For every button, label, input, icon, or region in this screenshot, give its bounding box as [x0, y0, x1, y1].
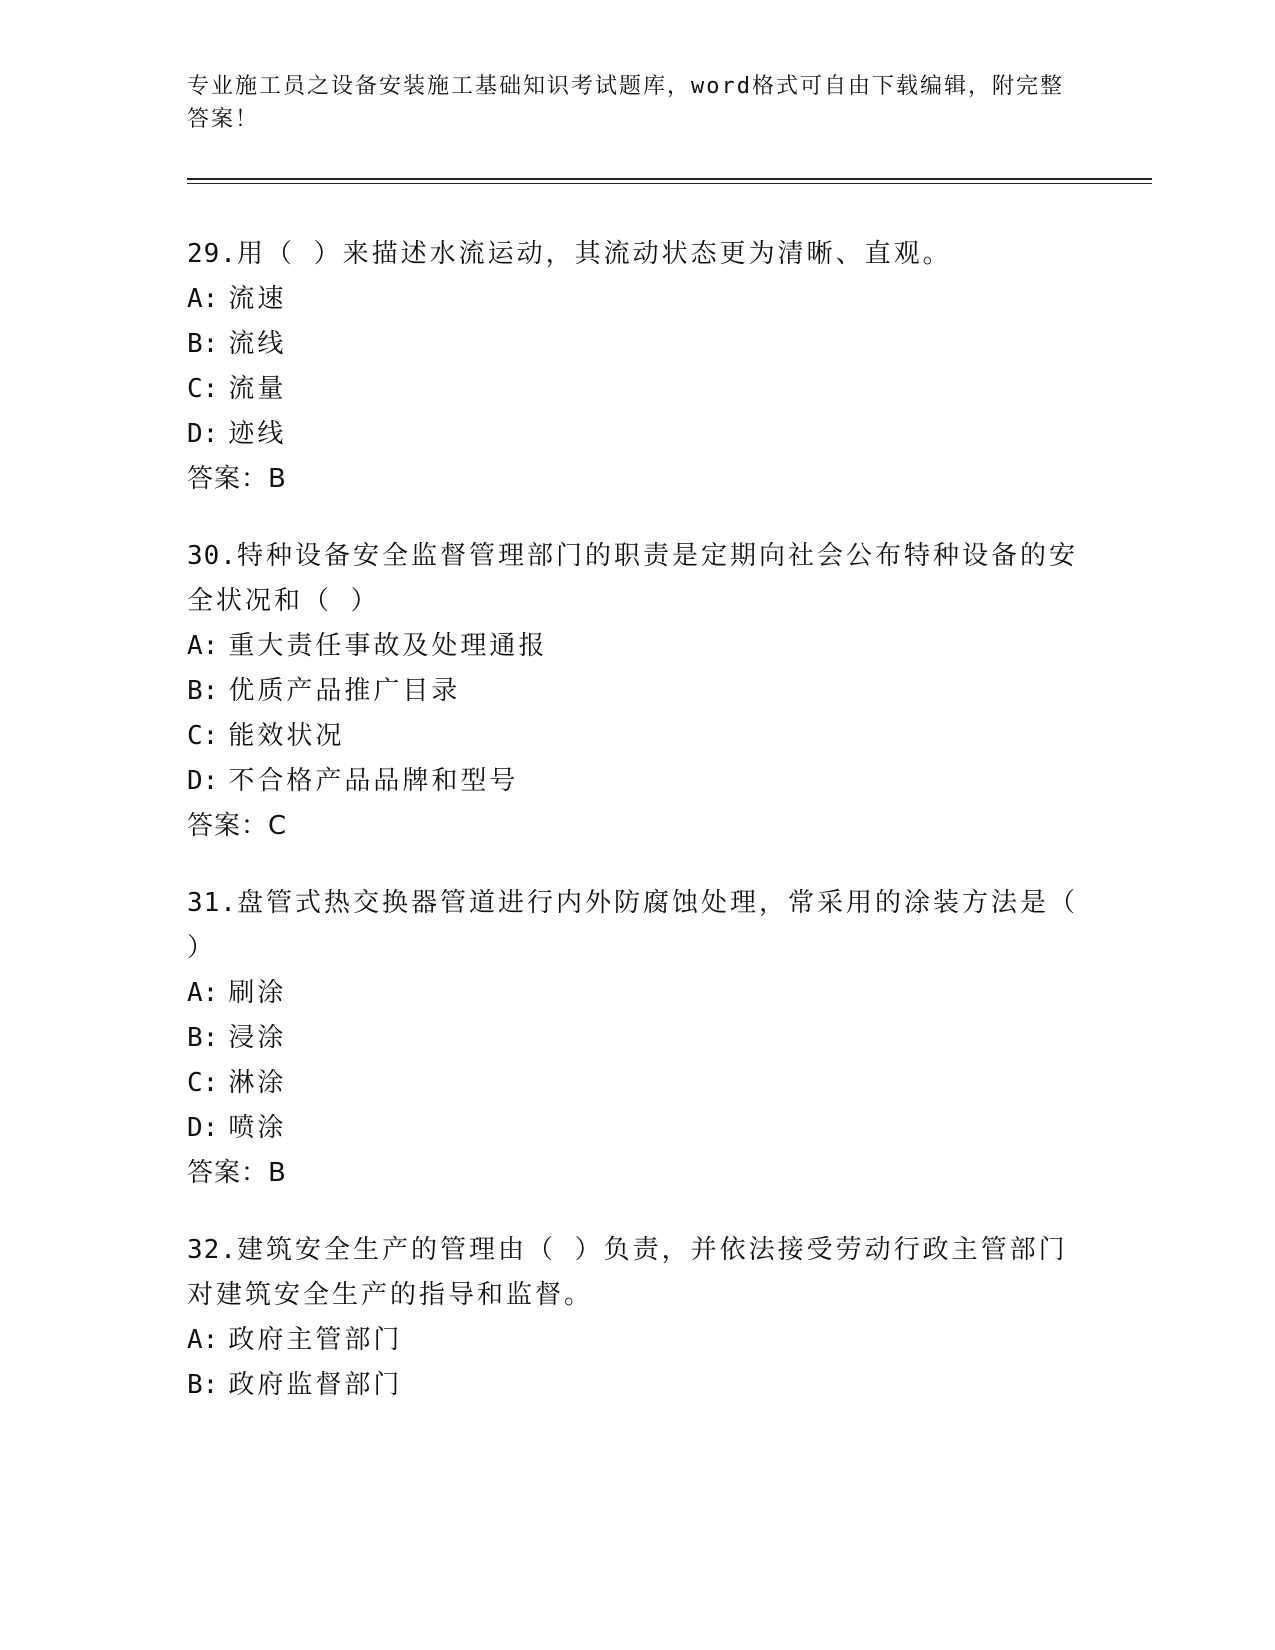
question-stem: 用（ ）来描述水流运动，其流动状态更为清晰、直观。 — [236, 239, 952, 269]
option-text: 优质产品推广目录 — [228, 676, 461, 706]
option-a — [187, 1318, 1087, 1363]
option-b — [187, 1016, 1087, 1061]
option-key: B — [187, 1370, 203, 1400]
option-text: 流线 — [228, 329, 287, 359]
option-d — [187, 412, 1087, 457]
option-separator: : — [202, 631, 219, 661]
option-text: 浸涂 — [228, 1023, 287, 1053]
option-a — [187, 971, 1087, 1016]
option-a — [187, 624, 1087, 669]
option-key: B — [187, 676, 203, 706]
option-key: D — [187, 766, 203, 796]
answer-line: 答案：B — [187, 1158, 287, 1188]
option-key: D — [187, 1113, 203, 1143]
option-text: 流量 — [228, 374, 287, 404]
question-32 — [187, 1228, 1087, 1408]
question-31 — [187, 881, 1087, 1196]
option-text: 迹线 — [228, 419, 287, 449]
question-text — [187, 232, 1087, 277]
question-text — [187, 1228, 1087, 1318]
question-text — [187, 881, 1087, 971]
option-key: B — [187, 1023, 203, 1053]
question-stem: 特种设备安全监督管理部门的职责是定期向社会公布特种设备的安全状况和（ ） — [187, 541, 1078, 616]
question-number: 32. — [187, 1235, 237, 1265]
option-separator: : — [202, 766, 219, 796]
option-text: 流速 — [228, 284, 287, 314]
answer-line: 答案：B — [187, 464, 287, 494]
option-text: 政府监督部门 — [228, 1370, 403, 1400]
option-text: 不合格产品品牌和型号 — [228, 766, 519, 796]
option-b — [187, 322, 1087, 367]
option-d — [187, 759, 1087, 804]
answer-line: 答案：C — [187, 811, 288, 841]
option-key: D — [187, 419, 203, 449]
option-separator: : — [202, 721, 219, 751]
question-30 — [187, 534, 1087, 849]
option-c — [187, 714, 1087, 759]
question-number: 29. — [187, 239, 237, 269]
option-key: A — [187, 1325, 203, 1355]
option-separator: : — [202, 329, 219, 359]
option-key: A — [187, 284, 203, 314]
question-stem: 建筑安全生产的管理由（ ）负责，并依法接受劳动行政主管部门对建筑安全生产的指导和监督。 — [187, 1235, 1068, 1310]
option-separator: : — [202, 1068, 219, 1098]
option-key: C — [187, 721, 203, 751]
option-c — [187, 1061, 1087, 1106]
option-key: B — [187, 329, 203, 359]
option-d — [187, 1106, 1087, 1151]
option-text: 刷涂 — [228, 978, 287, 1008]
option-text: 淋涂 — [228, 1068, 287, 1098]
option-separator: : — [202, 284, 219, 314]
option-separator: : — [202, 1325, 219, 1355]
question-text — [187, 534, 1087, 624]
option-key: A — [187, 978, 203, 1008]
option-separator: : — [202, 1023, 219, 1053]
option-b — [187, 1363, 1087, 1408]
option-separator: : — [202, 419, 219, 449]
option-key: C — [187, 374, 203, 404]
option-text: 重大责任事故及处理通报 — [228, 631, 548, 661]
option-separator: : — [202, 1113, 219, 1143]
option-key: C — [187, 1068, 203, 1098]
option-b — [187, 669, 1087, 714]
option-text: 能效状况 — [228, 721, 345, 751]
question-stem: 盘管式热交换器管道进行内外防腐蚀处理，常采用的涂装方法是（ ） — [187, 888, 1078, 963]
option-separator: : — [202, 1370, 219, 1400]
option-separator: : — [202, 374, 219, 404]
option-key: A — [187, 631, 203, 661]
option-separator: : — [202, 978, 219, 1008]
option-separator: : — [202, 676, 219, 706]
option-c — [187, 367, 1087, 412]
page-header: 专业施工员之设备安装施工基础知识考试题库，word格式可自由下载编辑，附完整答案！ — [187, 74, 1064, 132]
question-number: 31. — [187, 888, 237, 918]
option-a — [187, 277, 1087, 322]
header-divider — [187, 178, 1152, 184]
option-text: 政府主管部门 — [228, 1325, 403, 1355]
option-text: 喷涂 — [228, 1113, 287, 1143]
question-list — [187, 232, 1087, 1440]
question-number: 30. — [187, 541, 237, 571]
question-29 — [187, 232, 1087, 502]
